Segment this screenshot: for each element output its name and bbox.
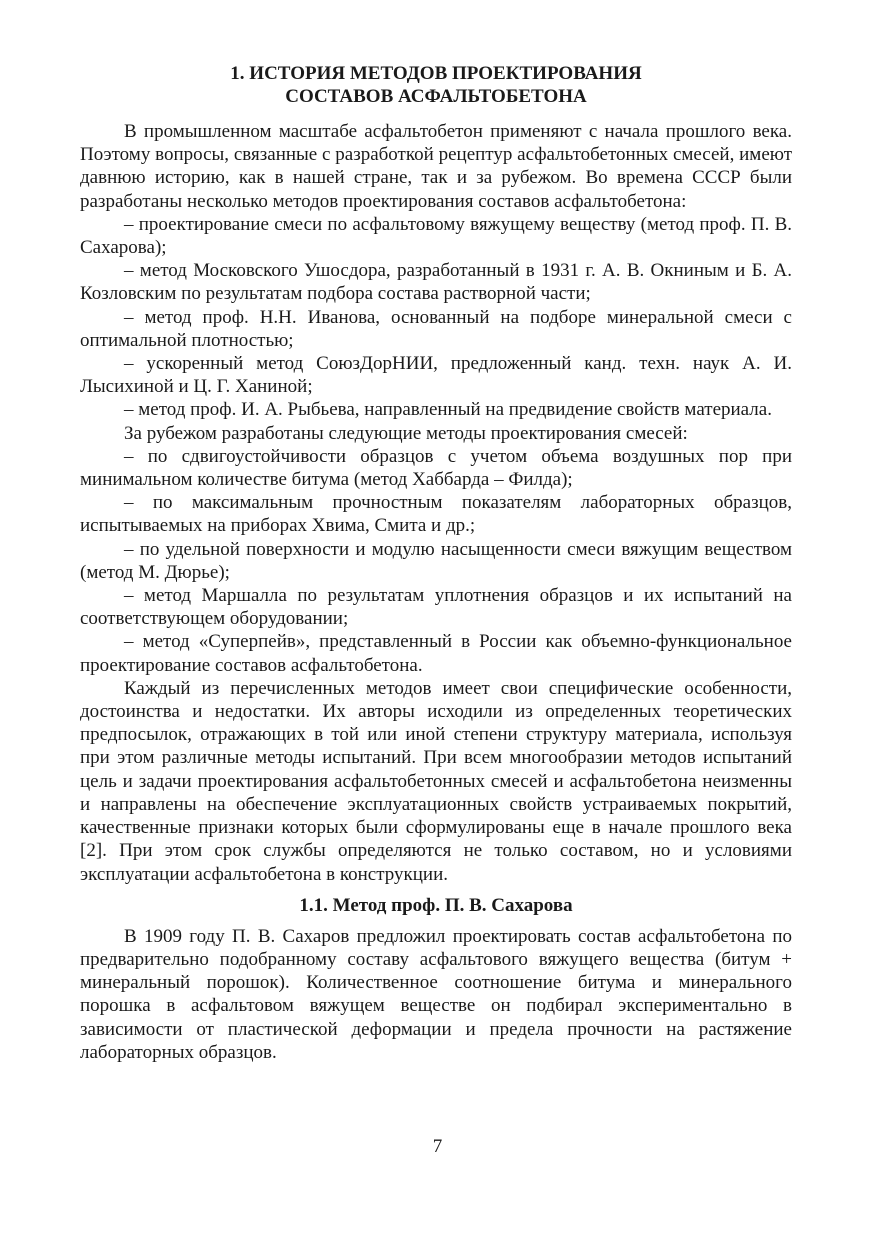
chapter-title-line-2: СОСТАВОВ АСФАЛЬТОБЕТОНА (285, 86, 587, 107)
chapter-title (80, 62, 792, 108)
list-item-duriez: – по удельной поверхности и модулю насыщенности смеси вяжущим веществом (метод М. Дюрье); (80, 538, 792, 583)
chapter-title-line-1: 1. ИСТОРИЯ МЕТОДОВ ПРОЕКТИРОВАНИЯ (230, 63, 642, 84)
list-item-hveem-smith: – по максимальным прочностным показателям лабораторных образцов, испытываемых на приборах Хвима, Смита и др.; (80, 492, 792, 537)
page-number: 7 (432, 1136, 443, 1157)
paragraph-foreign-methods: За рубежом разработаны следующие методы проектирования смесей: (124, 422, 688, 444)
paragraph-discussion: Каждый из перечисленных методов имеет свои специфические особенности, достоинства и недостатки. Их авторы исходили из определенных теоретических предпосылок, отражающих в той или иной степени структуру материала, используя при этом различные методы испытаний. При всем многообразии методов испытаний цель и задачи проектирования асфальтобетонных смесей и асфальтобетона неизменны и направлены на обеспечение эксплуатационных свойств устраиваемых покрытий, качественные признаки которых были сформулированы еще в начале прошлого века [2]. При этом срок службы определяются не только составом, но и условиями эксплуатации асфальтобетона в конструкции. (80, 677, 792, 885)
list-item-rybyev: – метод проф. И. А. Рыбьева, направленный на предвидение свойств материала. (124, 399, 772, 421)
list-item-superpave: – метод «Суперпейв», представленный в России как объемно-функциональное проектирование составов асфальтобетона. (80, 631, 792, 676)
list-item-moscow-ushosdor: – метод Московского Ушосдора, разработанный в 1931 г. А. В. Окниным и Б. А. Козловским по результатам подбора состава растворной части; (80, 260, 792, 305)
list-item-hubbard-field: – по сдвигоустойчивости образцов с учетом объема воздушных пор при минимальном количестве битума (метод Хаббарда – Филда); (80, 445, 792, 491)
list-item-soyuzdornii: – ускоренный метод СоюзДорНИИ, предложенный канд. техн. наук А. И. Лысихиной и Ц. Г. Ханиной; (80, 353, 792, 398)
paragraph-section-body: В 1909 году П. В. Сахаров предложил проектировать состав асфальтобетона по предварительно подобранному составу асфальтового вяжущего вещества (битум + минеральный порошок). Количественное соотношение битума и минерального порошка в асфальтовом вяжущем веществе он подбирал экспериментально в зависимости от пластической деформации и предела прочности на растяжение лабораторных образцов. (80, 925, 792, 1063)
page-body (80, 62, 792, 1064)
section-title: 1.1. Метод проф. П. В. Сахарова (299, 894, 573, 916)
list-item-ivanov: – метод проф. Н.Н. Иванова, основанный на подборе минеральной смеси с оптимальной плотностью; (80, 306, 792, 351)
list-item-marshall: – метод Маршалла по результатам уплотнения образцов и их испытаний на соответствующем оборудовании; (80, 585, 792, 630)
paragraph-intro: В промышленном масштабе асфальтобетон применяют с начала прошлого века. Поэтому вопросы, связанные с разработкой рецептур асфальтобетонных смесей, имеют давнюю историю, как в нашей стране, так и за рубежом. Во времена СССР были разработаны несколько методов проектирования составов асфальтобетона: (80, 121, 792, 212)
list-item-sakharov: – проектирование смеси по асфальтовому вяжущему веществу (метод проф. П. В. Сахарова); (80, 213, 792, 259)
